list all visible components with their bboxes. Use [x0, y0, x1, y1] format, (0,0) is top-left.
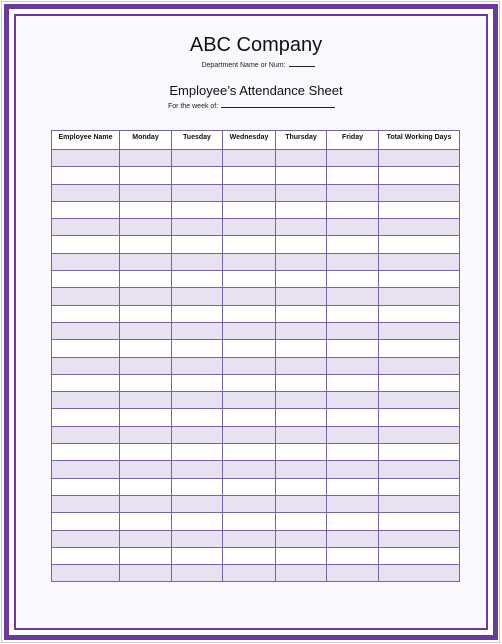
table-cell[interactable]: [379, 201, 460, 218]
table-row: [52, 253, 460, 270]
table-cell[interactable]: [327, 340, 379, 357]
table-cell[interactable]: [120, 253, 172, 270]
table-cell[interactable]: [120, 167, 172, 184]
table-cell[interactable]: [276, 305, 327, 322]
table-cell[interactable]: [52, 374, 120, 391]
column-header: Monday: [120, 131, 172, 150]
table-cell[interactable]: [379, 409, 460, 426]
table-row: [52, 201, 460, 218]
table-row: [52, 305, 460, 322]
table-row: [52, 444, 460, 461]
column-header: Friday: [327, 131, 379, 150]
table-cell[interactable]: [52, 167, 120, 184]
table-cell[interactable]: [52, 547, 120, 564]
department-blank[interactable]: [289, 60, 315, 67]
table-cell[interactable]: [120, 547, 172, 564]
table-cell[interactable]: [379, 530, 460, 547]
table-row: [52, 374, 460, 391]
table-cell[interactable]: [327, 478, 379, 495]
table-cell[interactable]: [379, 322, 460, 339]
table-cell[interactable]: [120, 478, 172, 495]
table-cell[interactable]: [223, 565, 276, 582]
table-cell[interactable]: [52, 495, 120, 512]
table-row: [52, 565, 460, 582]
table-row: [52, 271, 460, 288]
table-cell[interactable]: [327, 495, 379, 512]
table-cell[interactable]: [172, 322, 223, 339]
column-header: Employee Name: [52, 131, 120, 150]
table-cell[interactable]: [276, 253, 327, 270]
table-cell[interactable]: [276, 150, 327, 167]
table-cell[interactable]: [172, 374, 223, 391]
table-cell[interactable]: [223, 201, 276, 218]
table-cell[interactable]: [327, 150, 379, 167]
table-cell[interactable]: [223, 236, 276, 253]
table-cell[interactable]: [120, 288, 172, 305]
table-cell[interactable]: [276, 392, 327, 409]
table-cell[interactable]: [327, 530, 379, 547]
table-cell[interactable]: [276, 236, 327, 253]
table-cell[interactable]: [327, 305, 379, 322]
table-cell[interactable]: [172, 478, 223, 495]
table-cell[interactable]: [379, 271, 460, 288]
table-cell[interactable]: [379, 513, 460, 530]
column-header: Tuesday: [172, 131, 223, 150]
table-cell[interactable]: [379, 167, 460, 184]
table-cell[interactable]: [223, 340, 276, 357]
table-cell[interactable]: [379, 219, 460, 236]
table-cell[interactable]: [327, 167, 379, 184]
table-cell[interactable]: [52, 253, 120, 270]
table-cell[interactable]: [379, 392, 460, 409]
table-cell[interactable]: [379, 461, 460, 478]
table-row: [52, 340, 460, 357]
column-header: Thursday: [276, 131, 327, 150]
table-cell[interactable]: [172, 184, 223, 201]
table-cell[interactable]: [172, 150, 223, 167]
table-cell[interactable]: [172, 253, 223, 270]
table-cell[interactable]: [120, 184, 172, 201]
table-cell[interactable]: [120, 322, 172, 339]
table-cell[interactable]: [223, 167, 276, 184]
table-cell[interactable]: [223, 426, 276, 443]
table-cell[interactable]: [379, 184, 460, 201]
table-cell[interactable]: [172, 495, 223, 512]
table-cell[interactable]: [379, 288, 460, 305]
table-cell[interactable]: [327, 201, 379, 218]
table-cell[interactable]: [276, 167, 327, 184]
table-cell[interactable]: [327, 426, 379, 443]
table-cell[interactable]: [327, 322, 379, 339]
table-cell[interactable]: [52, 288, 120, 305]
table-cell[interactable]: [379, 340, 460, 357]
table-cell[interactable]: [172, 288, 223, 305]
table-cell[interactable]: [327, 288, 379, 305]
table-cell[interactable]: [120, 219, 172, 236]
table-cell[interactable]: [120, 513, 172, 530]
table-cell[interactable]: [52, 150, 120, 167]
table-cell[interactable]: [276, 288, 327, 305]
department-label: Department Name or Num:: [201, 62, 286, 69]
table-cell[interactable]: [120, 201, 172, 218]
table-cell[interactable]: [379, 478, 460, 495]
table-cell[interactable]: [223, 444, 276, 461]
table-row: [52, 409, 460, 426]
table-cell[interactable]: [223, 478, 276, 495]
table-cell[interactable]: [327, 513, 379, 530]
table-cell[interactable]: [276, 495, 327, 512]
table-cell[interactable]: [172, 357, 223, 374]
table-cell[interactable]: [52, 461, 120, 478]
table-row: [52, 478, 460, 495]
table-cell[interactable]: [327, 271, 379, 288]
table-cell[interactable]: [120, 426, 172, 443]
table-cell[interactable]: [52, 513, 120, 530]
table-cell[interactable]: [223, 495, 276, 512]
table-cell[interactable]: [327, 565, 379, 582]
table-cell[interactable]: [379, 565, 460, 582]
table-cell[interactable]: [223, 288, 276, 305]
table-row: [52, 167, 460, 184]
table-cell[interactable]: [172, 444, 223, 461]
table-cell[interactable]: [223, 461, 276, 478]
table-cell[interactable]: [120, 530, 172, 547]
table-cell[interactable]: [276, 530, 327, 547]
table-row: [52, 513, 460, 530]
table-cell[interactable]: [379, 426, 460, 443]
table-cell[interactable]: [52, 305, 120, 322]
table-cell[interactable]: [223, 219, 276, 236]
table-cell[interactable]: [120, 340, 172, 357]
table-cell[interactable]: [327, 444, 379, 461]
table-cell[interactable]: [120, 271, 172, 288]
column-header: Total Working Days: [379, 131, 460, 150]
table-cell[interactable]: [276, 271, 327, 288]
table-cell[interactable]: [120, 150, 172, 167]
table-cell[interactable]: [327, 392, 379, 409]
table-row: [52, 495, 460, 512]
table-cell[interactable]: [379, 374, 460, 391]
table-cell[interactable]: [276, 461, 327, 478]
table-cell[interactable]: [223, 357, 276, 374]
table-cell[interactable]: [172, 305, 223, 322]
attendance-table: [51, 130, 460, 582]
table-cell[interactable]: [327, 461, 379, 478]
table-cell[interactable]: [223, 392, 276, 409]
table-cell[interactable]: [276, 565, 327, 582]
table-row: [52, 547, 460, 564]
table-row: [52, 184, 460, 201]
table-row: [52, 530, 460, 547]
table-cell[interactable]: [172, 426, 223, 443]
table-cell[interactable]: [120, 392, 172, 409]
table-cell[interactable]: [276, 513, 327, 530]
week-line: [168, 101, 335, 110]
table-cell[interactable]: [120, 357, 172, 374]
table-cell[interactable]: [379, 444, 460, 461]
table-row: [52, 392, 460, 409]
table-cell[interactable]: [223, 253, 276, 270]
table-row: [52, 236, 460, 253]
table-row: [52, 461, 460, 478]
week-blank[interactable]: [221, 101, 335, 108]
table-cell[interactable]: [276, 357, 327, 374]
table-cell[interactable]: [52, 201, 120, 218]
table-cell[interactable]: [276, 201, 327, 218]
table-cell[interactable]: [172, 271, 223, 288]
table-cell[interactable]: [172, 547, 223, 564]
table-row: [52, 288, 460, 305]
table-cell[interactable]: [120, 444, 172, 461]
table-cell[interactable]: [172, 236, 223, 253]
table-cell[interactable]: [327, 236, 379, 253]
table-cell[interactable]: [379, 547, 460, 564]
table-cell[interactable]: [223, 305, 276, 322]
table-cell[interactable]: [223, 530, 276, 547]
table-cell[interactable]: [52, 478, 120, 495]
table-cell[interactable]: [172, 201, 223, 218]
table-cell[interactable]: [52, 219, 120, 236]
table-cell[interactable]: [327, 374, 379, 391]
table-cell[interactable]: [223, 150, 276, 167]
table-cell[interactable]: [276, 478, 327, 495]
table-row: [52, 219, 460, 236]
company-name: ABC Company: [189, 34, 323, 56]
table-cell[interactable]: [52, 236, 120, 253]
department-line: [0, 60, 502, 69]
table-cell[interactable]: [379, 253, 460, 270]
table-cell[interactable]: [379, 305, 460, 322]
table-cell[interactable]: [52, 322, 120, 339]
table-cell[interactable]: [172, 340, 223, 357]
table-cell[interactable]: [327, 184, 379, 201]
table-row: [52, 357, 460, 374]
table-cell[interactable]: [120, 374, 172, 391]
table-body: [52, 150, 460, 582]
table-cell[interactable]: [172, 530, 223, 547]
table-cell[interactable]: [223, 184, 276, 201]
table-cell[interactable]: [52, 409, 120, 426]
table-cell[interactable]: [276, 184, 327, 201]
table-cell[interactable]: [52, 565, 120, 582]
table-cell[interactable]: [172, 461, 223, 478]
table-cell[interactable]: [172, 219, 223, 236]
table-cell[interactable]: [276, 374, 327, 391]
table-cell[interactable]: [327, 357, 379, 374]
table-cell[interactable]: [379, 150, 460, 167]
header-row: [52, 131, 460, 150]
table-cell[interactable]: [120, 236, 172, 253]
table-cell[interactable]: [120, 461, 172, 478]
table-cell[interactable]: [120, 305, 172, 322]
table-cell[interactable]: [379, 495, 460, 512]
week-label: For the week of:: [168, 103, 219, 110]
table-cell[interactable]: [52, 184, 120, 201]
table-cell[interactable]: [327, 253, 379, 270]
table-cell[interactable]: [327, 219, 379, 236]
table-cell[interactable]: [172, 167, 223, 184]
table-cell[interactable]: [120, 565, 172, 582]
table-cell[interactable]: [223, 513, 276, 530]
table-cell[interactable]: [379, 236, 460, 253]
table-cell[interactable]: [52, 530, 120, 547]
table-cell[interactable]: [172, 392, 223, 409]
table-cell[interactable]: [223, 271, 276, 288]
table-cell[interactable]: [172, 409, 223, 426]
table-cell[interactable]: [223, 322, 276, 339]
table-cell[interactable]: [223, 547, 276, 564]
table-cell[interactable]: [52, 340, 120, 357]
table-row: [52, 426, 460, 443]
table-cell[interactable]: [52, 392, 120, 409]
table-cell[interactable]: [276, 444, 327, 461]
table-cell[interactable]: [379, 357, 460, 374]
sheet-title: Employee’s Attendance Sheet: [169, 83, 343, 98]
table-cell[interactable]: [276, 340, 327, 357]
table-cell[interactable]: [327, 409, 379, 426]
table-cell[interactable]: [276, 219, 327, 236]
table-cell[interactable]: [276, 322, 327, 339]
table-cell[interactable]: [276, 547, 327, 564]
table-row: [52, 322, 460, 339]
table-cell[interactable]: [172, 513, 223, 530]
table-cell[interactable]: [52, 444, 120, 461]
table-cell[interactable]: [276, 409, 327, 426]
table-cell[interactable]: [120, 409, 172, 426]
table-cell[interactable]: [223, 374, 276, 391]
table-cell[interactable]: [327, 547, 379, 564]
column-header: Wednesday: [223, 131, 276, 150]
table-cell[interactable]: [52, 426, 120, 443]
table-cell[interactable]: [223, 409, 276, 426]
table-row: [52, 150, 460, 167]
table-cell[interactable]: [120, 495, 172, 512]
table-cell[interactable]: [52, 271, 120, 288]
table-cell[interactable]: [172, 565, 223, 582]
table-cell[interactable]: [52, 357, 120, 374]
table-cell[interactable]: [276, 426, 327, 443]
